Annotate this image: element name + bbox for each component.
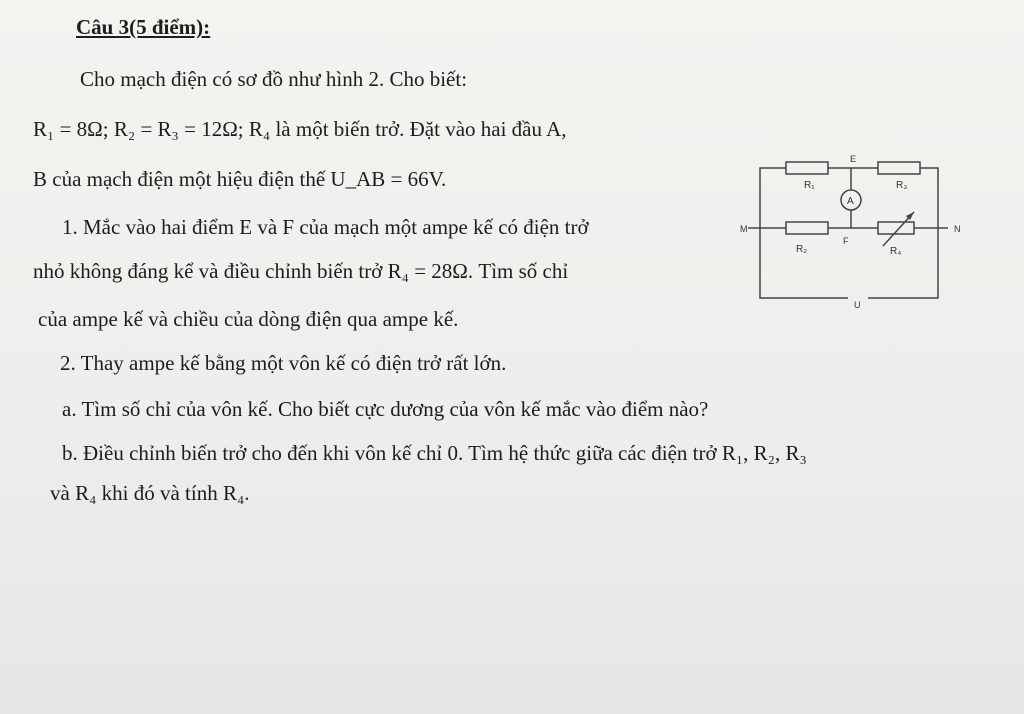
circuit-diagram <box>738 148 968 318</box>
question-line-8: a. Tìm số chỉ của vôn kế. Cho biết cực dương của vôn kế mắc vào điểm nào? <box>62 397 709 421</box>
question-line-5: nhỏ không đáng kể và điều chỉnh biến trở R₄ = 28Ω. Tìm số chỉ <box>33 259 569 283</box>
question-line-9: b. Điều chỉnh biến trở cho đến khi vôn kế chỉ 0. Tìm hệ thức giữa các điện trở R₁, R₂, R₃ <box>62 441 807 465</box>
question-line-10: và R₄ khi đó và tính R₄. <box>50 481 250 505</box>
label-r4: R₄ <box>890 246 902 257</box>
question-line-1: Cho mạch điện có sơ đồ như hình 2. Cho biết: <box>80 67 468 91</box>
question-title: Câu 3(5 điểm): <box>76 15 211 39</box>
question-line-2: R₁ = 8Ω; R₂ = R₃ = 12Ω; R₄ là một biến trở. Đặt vào hai đầu A, <box>33 117 567 141</box>
label-ammeter: A <box>847 196 854 207</box>
label-r2: R₂ <box>796 244 808 255</box>
wire-top-left <box>760 168 786 228</box>
label-e: E <box>850 154 857 164</box>
label-r1: R₁ <box>804 180 815 191</box>
label-r3: R₃ <box>896 180 908 191</box>
label-m: M <box>740 224 748 234</box>
question-line-7: 2. Thay ampe kế bằng một vôn kế có điện trở rất lớn. <box>60 351 507 375</box>
label-n: N <box>954 224 961 234</box>
wire-bottom-left <box>760 228 848 298</box>
question-line-3: B của mạch điện một hiệu điện thế U_AB = 66V. <box>33 167 447 191</box>
resistor-r3 <box>878 162 920 174</box>
resistor-r1 <box>786 162 828 174</box>
question-line-4: 1. Mắc vào hai điểm E và F của mạch một ampe kế có điện trở <box>62 215 589 239</box>
label-u: U <box>854 300 861 310</box>
resistor-r2 <box>786 222 828 234</box>
label-f: F <box>843 236 849 246</box>
question-line-6: của ampe kế và chiều của dòng điện qua ampe kế. <box>38 307 459 331</box>
